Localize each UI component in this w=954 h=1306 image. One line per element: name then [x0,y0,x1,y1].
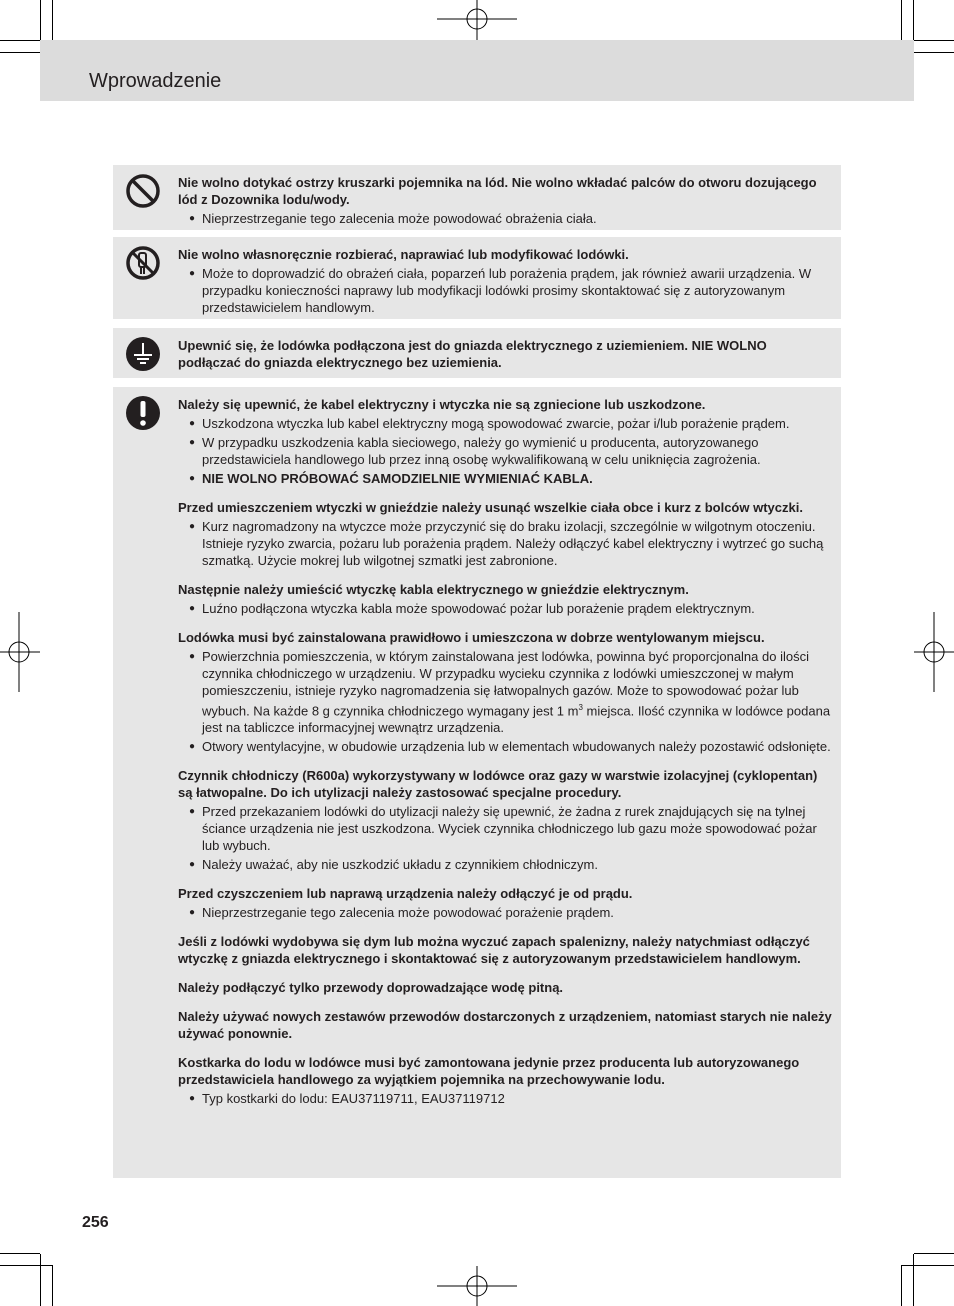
warning-bullet: ● Kurz nagromadzony na wtyczce może przyczynić się do braku izolacji, szczególnie w wilgotnym otoczeniu. Istnieje ryzyko zwarcia, pożaru lub porażenia prądem. Należy odłączyć kabel elektryczny i wytrzeć go suchą szmatką. Użycie mokrej lub wilgotnej szmatki jest zabronione. [178,518,833,569]
warning-section [178,396,833,487]
crop-mark [0,52,40,53]
warning-heading: Należy się upewnić, że kabel elektryczny i wtyczka nie są zgniecione lub uszkodzone. [178,397,706,412]
warning-text [178,337,833,371]
crop-mark [913,1254,914,1306]
warning-heading: Lodówka musi być zainstalowana prawidłowo i umieszczona w dobrze wentylowanym miejscu. [178,630,765,645]
warning-bullet: ● NIE WOLNO PRÓBOWAĆ SAMODZIELNIE WYMIENIAĆ KABLA. [178,470,833,487]
warning-bullet: ● W przypadku uszkodzenia kabla sieciowego, należy go wymienić u producenta, autoryzowanego przedstawiciela handlowego lub przez inną osobę wykwalifikowaną w celu uniknięcia zagrożenia. [178,434,833,468]
warning-heading: Upewnić się, że lodówka podłączona jest do gniazda elektrycznego z uziemieniem. NIE WOLNO podłączać do gniazda elektrycznego bez uziemienia. [178,338,767,370]
registration-mark-left [0,612,40,692]
warning-heading: Następnie należy umieścić wtyczkę kabla elektrycznego w gnieździe elektrycznym. [178,582,689,597]
warning-bullet: ● Nieprzestrzeganie tego zalecenia może powodować obrażenia ciała. [178,210,833,227]
warning-heading: Kostkarka do lodu w lodówce musi być zamontowana jedynie przez producenta lub autoryzowanego przedstawiciela handlowego za wyjątkiem pojemnika na przechowywanie lodu. [178,1055,800,1088]
warning-bullet: ● Przed przekazaniem lodówki do utylizacji należy się upewnić, że żadna z rurek znajdujących się na tylnej ściance urządzenia nie jest uszkodzona. Wyciek czynnika chłodniczego lub gazu może spowodować pożar lub wybuch. [178,803,833,854]
crop-mark [52,1265,53,1306]
no-disassembly-icon [125,245,161,281]
registration-mark-bottom [437,1266,517,1306]
warning-heading: Nie wolno własnoręcznie rozbierać, naprawiać lub modyfikować lodówki. [178,247,629,262]
warning-section [178,767,833,873]
warning-section [178,1008,833,1042]
ground-icon [125,336,161,372]
crop-mark [901,1265,902,1306]
warning-bullet: ● Typ kostkarki do lodu: EAU37119711, EAU37119712 [178,1090,833,1107]
warning-section [178,885,833,921]
warning-bullet: ● Otwory wentylacyjne, w obudowie urządzenia lub w elementach wbudowanych należy pozostawić odsłonięte. [178,738,833,755]
warning-heading: Należy podłączyć tylko przewody doprowadzające wodę pitną. [178,980,564,996]
warning-heading: Nie wolno dotykać ostrzy kruszarki pojemnika na lód. Nie wolno wkładać palców do otworu dozującego lód z Dozownika lodu/wody. [178,175,817,207]
crop-mark [914,52,954,53]
page-number: 256 [82,1214,109,1231]
warning-heading: Jeśli z lodówki wydobywa się dym lub można wyczuć zapach spalenizny, należy natychmiast odłączyć wtyczkę z gniazda elektrycznego i skontaktować się z autoryzowanym przedstawicielem handlowym. [178,934,810,967]
bullet-text: miejsca. Ilość czynnika w lodówce podana jest na tabliczce informacyjnej wewnątrz urządzenia. [202,703,831,736]
warning-box-grounding [113,328,841,378]
warning-text [178,396,833,1107]
warning-bullet: ● Uszkodzona wtyczka lub kabel elektryczny mogą spowodować zwarcie, pożar i/lub porażenie prądem. [178,415,833,432]
crop-mark [914,1253,954,1254]
crop-mark [52,0,53,40]
warning-heading: Należy używać nowych zestawów przewodów dostarczonych z urządzeniem, natomiast starych nie należy używać ponownie. [178,1009,832,1042]
warning-section [178,979,833,996]
warning-box-electrical [113,387,841,1178]
crop-mark [40,1254,41,1306]
warning-text [178,246,833,316]
header-band [40,40,914,101]
superscript: 3 [578,703,583,712]
warning-heading: Przed czyszczeniem lub naprawą urządzenia należy odłączyć je od prądu. [178,886,633,902]
prohibited-icon [125,173,161,209]
warning-bullet [178,648,833,736]
crop-mark [0,1265,52,1266]
warning-box-disassembly [113,237,841,319]
warning-heading: Czynnik chłodniczy (R600a) wykorzystywany w lodówce oraz gazy w warstwie izolacyjnej (cyklopentan) są łatwopalne. Do ich utylizacji należy zastosować specjalne procedury. [178,768,818,801]
page-title: Wprowadzenie [89,70,222,92]
warning-heading: Przed umieszczeniem wtyczki w gnieździe należy usunąć wszelkie ciała obce i kurz z bolców wtyczki. [178,500,803,515]
warning-text [178,174,833,227]
exclamation-icon [125,395,161,431]
warning-bullet: ● Może to doprowadzić do obrażeń ciała, poparzeń lub porażenia prądem, jak również awarii urządzenia. W przypadku konieczności naprawy lub modyfikacji lodówki prosimy skontaktować się z autoryzowanym przedstawicielem handlowym. [178,265,833,316]
warning-section [178,629,833,755]
crop-mark [0,1253,40,1254]
warning-section [178,499,833,569]
warning-section [178,581,833,617]
bullet-text: Powierzchnia pomieszczenia, w którym zainstalowana jest lodówka, powinna być proporcjonalna do ilości czynnika chłodniczego w urządzeniu. W przypadku wycieku czynnika z lodówki umieszczonej w małym pomieszczeniu, istnieje ryzyko nagromadzenia się łatwopalnych gazów. Może to spowodować pożar lub wybuch. Na każde 8 g czynnika chłodniczego wymagany jest 1 m [202,649,809,719]
crop-mark [902,1265,954,1266]
crop-mark [901,0,902,40]
registration-mark-top [437,0,517,40]
warning-bullet: ● Nieprzestrzeganie tego zalecenia może powodować porażenie prądem. [178,904,833,921]
warning-section [178,1054,833,1107]
warning-bullet: ● Luźno podłączona wtyczka kabla może spowodować pożar lub porażenie prądem elektrycznym. [178,600,833,617]
registration-mark-right [914,612,954,692]
warning-section [178,933,833,967]
warning-box-ice-crusher [113,165,841,230]
warning-bullet: ● Należy uważać, aby nie uszkodzić układu z czynnikiem chłodniczym. [178,856,833,873]
